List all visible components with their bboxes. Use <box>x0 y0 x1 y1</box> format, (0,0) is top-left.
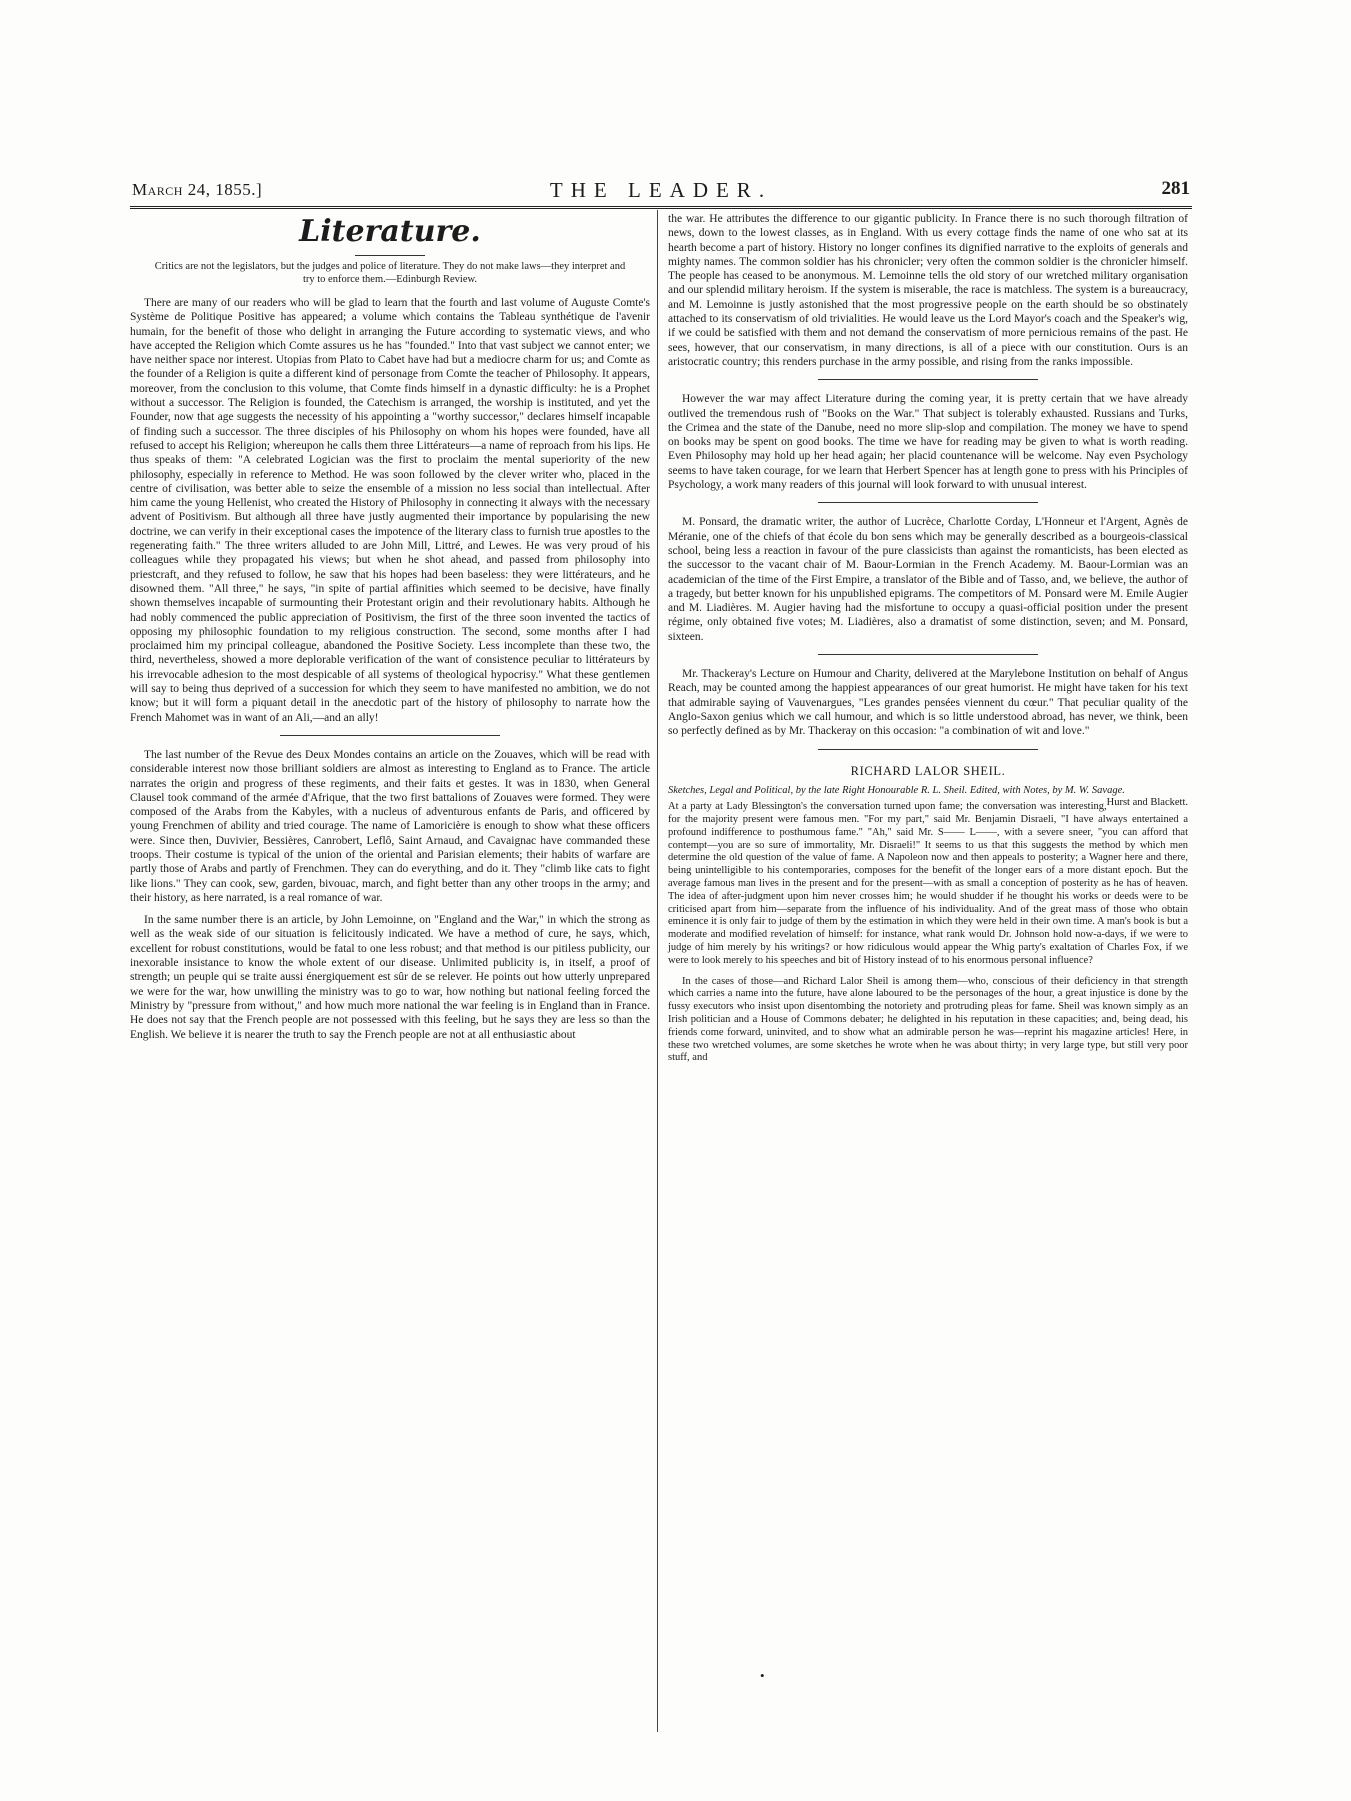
left-column <box>130 212 650 1050</box>
war-publicity-paragraph: the war. He attributes the difference to our gigantic publicity. In France there is no such thorough filtration of news, down to the lowest classes, as in England. With us every cottage finds the name of one who sat at its hearth become a part of history. History no longer confines its dignified narrative to the exploits of generals and mighty names. The common soldier has his chronicler; very often the common soldier is the chronicler himself. The people has ceased to be anonymous. M. Lemoinne tells the old story of our wretched military organisation and our splendid military heroism. If the system is miserable, the race is matchless. The system is a bureaucracy, and M. Lemoinne is justly astonished that the most progressive people on the earth should be so obstinately attached to its conservatism of old trivialities. He would leave us the Lord Mayor's coach and the Speaker's wig, if we could be satisfied with them and not demand the conservatism of more pernicious remains of the past. He sees, however, that our conservatism, in many directions, is all of a piece with our constitution. Ours is an aristocratic country; this renders purchase in the army possible, and rising from the ranks impossible. <box>668 213 1188 368</box>
header-rule <box>130 206 1192 209</box>
right-column <box>668 212 1188 1073</box>
separator-rule <box>818 749 1038 750</box>
masthead-title: THE LEADER. <box>549 178 773 202</box>
bullet-mark: • <box>760 1668 765 1683</box>
separator-rule <box>280 735 500 736</box>
newspaper-page <box>130 176 1192 1736</box>
sheil-paragraph-1: At a party at Lady Blessington's the conversation turned upon fame; the conversation was interesting, for the majority present were famous men. "For my part," said Mr. Benjamin Disraeli, "I have always entertained a profound indifference to posthumous fame." "Ah," said Mr. S—— L——, with a severe sneer, "you can afford that contempt—you are so sure of immortality, Mr. Disraeli!" It seems to us that this suggests the method by which men determine the old question of the value of fame. A Napoleon now and then appeals to posterity; a Wagner here and there, being unintelligible to his contemporaries, composes for the benefit of the longer ears of a more distant epoch. But the average famous man lives in the present and for the present—with as small a conception of posterity as he has of heaven. The idea of after-judgment upon him never crosses him; he would shudder if he thought his works or deeds were to be criticised apart from him—separate from the influence of his individuality. And of the great mass of those who obtain eminence it is only fair to judge of them by the estimation in which they were held in their own time. A man's book is but a moderate and modified revelation of himself: for instance, what rank would Dr. Johnson hold now-a-days, if we were to judge of him merely by his writings? or how ridiculous would appear the Whig party's exaltation of Charles Fox, if we were to look merely to his speeches and bit of History instead of to his enormous personal influence? <box>668 801 1188 966</box>
issue-date: March 24, 1855.] <box>132 180 263 199</box>
publisher: Hurst and Blackett. <box>1106 797 1188 809</box>
page-header <box>130 176 1192 206</box>
column-divider <box>657 210 658 1732</box>
separator-rule <box>818 654 1038 655</box>
page-number: 281 <box>1161 178 1190 199</box>
separator-rule <box>818 379 1038 380</box>
comte-paragraph: There are many of our readers who will be glad to learn that the fourth and last volume of Auguste Comte's Système de Politique Positive has appeared; a volume which contains the Tableau synthétique de l'avenir humain, for the benefit of those who delight in arranging the Future according to systematic views, and who have accepted the Religion which Comte assures us he has "founded." Into that vast subject we cannot enter; we have neither space nor interest. Utopias from Plato to Cabet have had but a mediocre charm for us; and Comte as the founder of a Religion is quite a different kind of personage from Comte the teacher of Philosophy. It appears, moreover, from the conclusion to this volume, that Comte finds himself in a dynastic difficulty: he is a Prophet without a successor. The Religion is founded, the Catechism is arranged, the worship is instituted, and yet the Founder, now that age suggests the necessity of his appointing a "worthy successor," declares himself incapable of finding such a successor. The three disciples of his Philosophy on whom his hopes were founded, have all refused to accept his Religion; whereupon he calls them three Littérateurs—a name of reproach from his lips. He thus speaks of them: "A celebrated Logician was the first to proclaim the mental superiority of the new philosophy, especially in reference to Method. He was soon followed by the clever writer who, placed in the centre of civilisation, was better able to seize the ensemble of a mission no less social than intellectual. After him came the young Hellenist, who created the History of Philosophy in connecting it always with the necessary advent of Positivism. But although all three have justly augmented their importance by popularising the new doctrine, we can verify in their exceptional cases the impotence of the literary class to furnish true apostles to the regenerating faith." The three writers alluded to are John Mill, Littré, and Lewes. He was very proud of his colleagues while they propagated his views; but when he shot ahead, and passed from philosophy into priestcraft, and they refused to follow, he saw that his hopes had been baseless: they were littérateurs, and he disowned them. "All three," he says, "in spite of partial affinities which seemed to be decisive, have finally shown themselves incapable of surmounting their Protestant origin and their revolutionary habits. Although he had nobly commenced the public appreciation of Positivism, the first of the three soon invented the tactics of opposing my philosophic foundation to my religious construction. The second, some months after I had proclaimed him my principal colleague, abandoned the Positive Society. Less incomplete than these two, the third, nevertheless, showed a more deplorable verification of the want of consistence peculiar to littérateurs by his irrevocable adhesion to the most despicable of all systems of theological hypocrisy." What these gentlemen will say to being thus deprived of a succession for which they seem to have manifested no ambition, we do not know; but it will form a piquant detail in the anecdotic part of the history of philosophy to narrate how the French Mahomet was in want of an Ali,—and an ally! <box>130 297 650 724</box>
separator-rule <box>818 502 1038 503</box>
book-citation <box>668 784 1188 809</box>
sheil-paragraph-2: In the cases of those—and Richard Lalor Sheil is among them—who, conscious of their deficiency in that strength which carries a name into the future, have alone laboured to be the personages of the hour, a great injustice is done by the fussy executors who insist upon disentombing the notoriety and protruding pleas for fame. Sheil was known simply as an Irish politician and a House of Commons debater; he delighted in his reputation in these capacities; and, being dead, his friends come forward, uninvited, and to show what an admirable person he was—reprint his magazine articles! Here, in these two wretched volumes, are some sketches he wrote when he was about thirty; in very large type, but still very poor stuff, and <box>668 975 1188 1064</box>
section-title: Literature. <box>299 214 481 249</box>
lemoinne-paragraph: In the same number there is an article, by John Lemoinne, on "England and the War," in which the strong as well as the weak side of our situation is felicitously indicated. We have a method of cure, he says, which, excellent for robust constitutions, would be fatal to one less robust; and that method is our pitiless publicity, our inexorable insistance to know the whole extent of our disease. Unlimited publicity is, in itself, a proof of strength; un peuple qui se traite aussi énergiquement est sûr de se relever. He points out how utterly unprepared we were for the war, how unwilling the ministry was to go to war, how nothing but national feeling forced the Ministry by "pressure from without," and how much more national the war feeling is in England than in France. He does not say that the French people are not possessed with this feeling, but he says they are less so than the English. We believe it is nearer the truth to say the French people are not at all enthusiastic about <box>130 914 650 1041</box>
book-title: Sketches, Legal and Political, by the late Right Honourable R. L. Sheil. Edited, with Notes, by M. W. Savage. <box>668 784 1125 796</box>
epigraph: Critics are not the legislators, but the judges and police of literature. They do not make laws—they interpret and try to enforce them.—Edinburgh Review. <box>154 261 626 285</box>
thackeray-paragraph: Mr. Thackeray's Lecture on Humour and Charity, delivered at the Marylebone Institution on behalf of Angus Reach, may be counted among the happiest appearances of our great humorist. He might have taken for his text that admirable saying of Vauvenargues, "Les grandes pensées viennent du cœur." That peculiar quality of the Anglo-Saxon genius which we call humour, and which is so little understood abroad, has never, we think, been so perfectly defined as by Mr. Thackeray on this occasion: "a combination of wit and love." <box>668 668 1188 738</box>
zouaves-paragraph: The last number of the Revue des Deux Mondes contains an article on the Zouaves, which will be read with considerable interest now those brilliant soldiers are almost as interesting to England as to France. The article narrates the origin and progress of these regiments, and their faits et gestes. It was in 1830, when General Clausel took command of the armée d'Afrique, that the two first battalions of Zouaves were formed. They were composed of the Arabs from the Kabyles, with a nucleus of adventurous enfants de Paris, and officered by young Frenchmen of ability and tried courage. The name of Lamoricière is enough to show what these officers were. Since then, Duvivier, Bessières, Canrobert, Leflô, Saint Arnaud, and Cavaignac have commanded these troops. Their costume is typical of the union of the oriental and Parisian elements; their habits of warfare are partly those of Arabs and partly of Frenchmen. They can do everything, and do it. They "climb like cats to fight like lions." They can cook, sew, garden, bivouac, march, and fight better than any other troops in the army; and their history, as here narrated, is a real romance of war. <box>130 748 650 904</box>
ponsard-paragraph: M. Ponsard, the dramatic writer, the author of Lucrèce, Charlotte Corday, L'Honneur et l'Argent, Agnès de Méranie, one of the chiefs of that école du bon sens which may be generally described as a bourgeois-classical school, being less a reaction in favour of the pure classicists than against the romanticists, has been elected as the successor to the vacant chair of M. Baour-Lormian in the French Academy. M. Baour-Lormian was an academician of the time of the First Empire, a translator of the Bible and of Tasso, and, we believe, the author of a tragedy, but better known for his unpublished epigrams. The competitors of M. Ponsard were M. Emile Augier and M. Liadières. M. Augier having had the misfortune to occupy a quasi-official position under the present régime, only obtained five votes; M. Liadières, also a dramatist of some distinction, seven; and M. Ponsard, sixteen. <box>668 516 1188 643</box>
title-rule <box>355 255 425 256</box>
review-title: RICHARD LALOR SHEIL. <box>850 763 1006 778</box>
war-books-paragraph: However the war may affect Literature during the coming year, it is pretty certain that we have already outlived the tremendous rush of "Books on the War." That subject is tolerably exhausted. Russians and Turks, the Crimea and the state of the Danube, need no more slip-slop and compilation. The money we have to spend on books may be spent on good books. The time we have for reading may be given to what is worth reading. Even Philosophy may hold up her head again; her placid countenance will be welcome. Nay even Psychology seems to have taken courage, for we learn that Herbert Spencer has at length gone to press with his Principles of Psychology, a work many readers of this journal will look forward to with unusual interest. <box>668 393 1188 492</box>
